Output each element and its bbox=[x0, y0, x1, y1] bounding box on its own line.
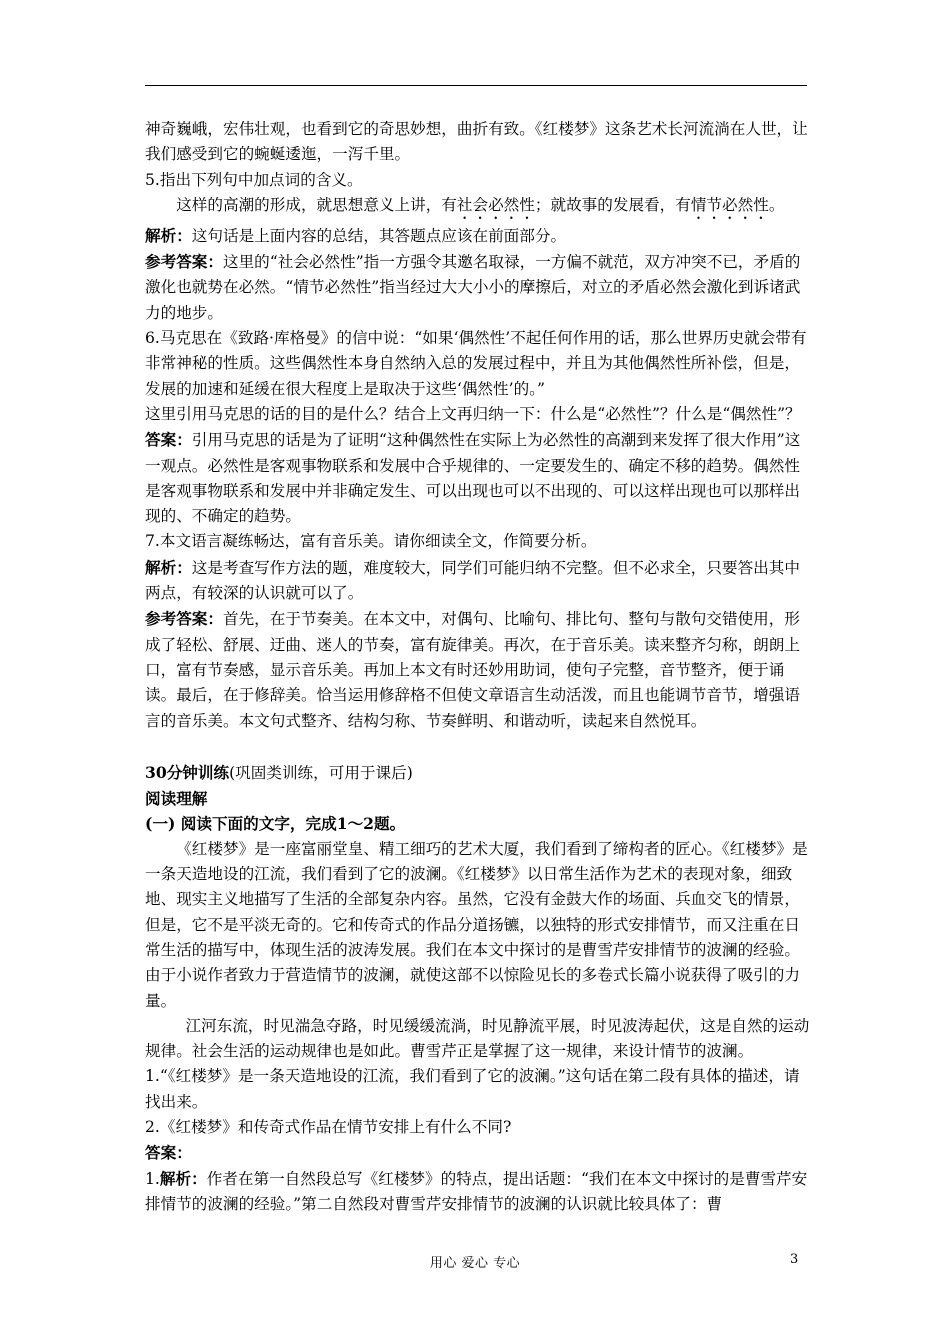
part-heading: (一) 阅读下面的文字，完成1～2题。 bbox=[145, 814, 406, 834]
emphasis-dotted-term: 情节必然性 bbox=[690, 195, 769, 214]
question-5-sentence: 这样的高潮的形成，就思想意义上讲，有社会必然性；就故事的发展看，有情节必然性。 bbox=[176, 195, 785, 214]
question-1: 1.“《红楼梦》是一条天造地设的江流，我们看到了它的波澜。”这句话在第二段有具体的描述，请找出来。 bbox=[145, 1067, 800, 1111]
answer-1: 1.解析：作者在第一自然段总写《红楼梦》的特点，提出话题：“我们在本文中探讨的是曹雪芹安排情节的波澜的经验。”第二自然段对曹雪芹安排情节的波澜的认识就比较具体了：曹 bbox=[145, 1168, 808, 1213]
question-5-answer: 参考答案：这里的“社会必然性”指一方强令其邀名取禄，一方偏不就范，双方冲突不已，矛盾的激化也就势在必然。“情节必然性”指当经过大大小小的摩擦后，对立的矛盾必然会激化到诉诸武力的地步。 bbox=[145, 252, 801, 322]
answer-label: 答案： bbox=[145, 430, 192, 450]
question-5-analysis: 解析：这句话是上面内容的总结，其答题点应该在前面部分。 bbox=[145, 225, 567, 245]
analysis-label: 解析： bbox=[145, 557, 192, 577]
question-7-analysis: 解析：这是考查写作方法的题，难度较大，同学们可能归纳不完整。但不必求全，只要答出其中两点，有较深的认识就可以了。 bbox=[145, 557, 800, 603]
footer-motto: 用心 爱心 专心 bbox=[429, 1256, 521, 1271]
analysis-label: 解析： bbox=[145, 225, 192, 245]
question-7-title: 7.本文语言凝练畅达，富有音乐美。请你细读全文，作简要分析。 bbox=[145, 532, 597, 551]
question-6-question: 这里引用马克思的话的目的是什么？结合上文再归纳一下：什么是“必然性”？什么是“偶然性”？ bbox=[145, 404, 801, 423]
question-2: 2.《红楼梦》和传奇式作品在情节安排上有什么不同? bbox=[145, 1117, 512, 1136]
passage-paragraph-2: 江河东流，时见湍急夺路，时见缓缓流淌，时见静流平展，时见波涛起伏，这是自然的运动规律。社会生活的运动规律也是如此。曹雪芹正是掌握了这一规律，来设计情节的波澜。 bbox=[145, 1016, 810, 1061]
question-7-answer: 参考答案：首先，在于节奏美。在本文中，对偶句、比喻句、排比句、整句与散句交错使用，形成了轻松、舒展、迂曲、迷人的节奏，富有旋律美。再次，在于音乐美。读来整齐匀称，朗朗上口，富有节奏感，显示音乐美。再加上本文有时还妙用助词，使句子完整，音节整齐，便于诵读。最后，在于修辞美。恰当运用修辞格不但使文章语言生动活泼，而且也能调节音节，增强语言的音乐美。本文句式整齐、结构匀称、节奏鲜明、和谐动听，读起来自然悦耳。 bbox=[145, 609, 800, 730]
header-rule bbox=[145, 85, 807, 86]
paragraph-continuation: 神奇巍峨，宏伟壮观，也看到它的奇思妙想，曲折有致。《红楼梦》这条艺术长河流淌在人世，让我们感受到它的蜿蜒逶迤，一泻千里。 bbox=[145, 120, 808, 164]
answer-label: 参考答案： bbox=[145, 252, 223, 272]
answer-label: 参考答案： bbox=[145, 609, 223, 629]
passage-paragraph-1: 《红楼梦》是一座富丽堂皇、精工细巧的艺术大厦，我们看到了缔构者的匠心。《红楼梦》是一条天造地设的江流，我们看到了它的波澜。《红楼梦》以日常生活作为艺术的表现对象，细致地、现实主义地描写了生活的全部复杂内容。虽然，它没有金鼓大作的场面、兵血交飞的情景，但是，它不是平淡无奇的。它和传奇式的作品分道扬镳，以独特的形式安排情节，而又注重在日常生活的描写中，体现生活的波涛发展。我们在本文中探讨的是曹雪芹安排情节的波澜的经验。由于小说作者致力于营造情节的波澜，就使这部不以惊险见长的多卷式长篇小说获得了吸引的力量。 bbox=[145, 839, 808, 1010]
question-6-answer: 答案：引用马克思的话是为了证明“这种偶然性在实际上为必然性的高潮到来发挥了很大作用”这一观点。必然性是客观事物联系和发展中合乎规律的、一定要发生的、确定不移的趋势。偶然性是客观事物联系和发展中并非确定发生、可以出现也可以不出现的、可以这样出现也可以那样出现的、不确定的趋势。 bbox=[145, 430, 801, 526]
section-subtitle: 阅读理解 bbox=[145, 789, 208, 809]
document-body bbox=[145, 117, 813, 1217]
question-5-title: 5.指出下列句中加点词的含义。 bbox=[145, 170, 363, 189]
question-6-quote: 6.马克思在《致路·库格曼》的信中说：“如果‘偶然性’不起任何作用的话，那么世界历史就会带有非常神秘的性质。这些偶然性本身自然纳入总的发展过程中，并且为其他偶然性所补偿，但是，发展的加速和延缓在很大程度上是取决于这些‘偶然性’的。” bbox=[145, 329, 807, 398]
page-number: 3 bbox=[790, 1252, 799, 1267]
emphasis-dotted-term: 社会必然性 bbox=[456, 195, 535, 214]
section-title: 30分钟训练(巩固类训练，可用于课后) bbox=[145, 762, 413, 782]
answer-heading: 答案： bbox=[145, 1143, 192, 1163]
analysis-label: 解析： bbox=[159, 1168, 207, 1188]
section-spacer bbox=[145, 734, 813, 760]
